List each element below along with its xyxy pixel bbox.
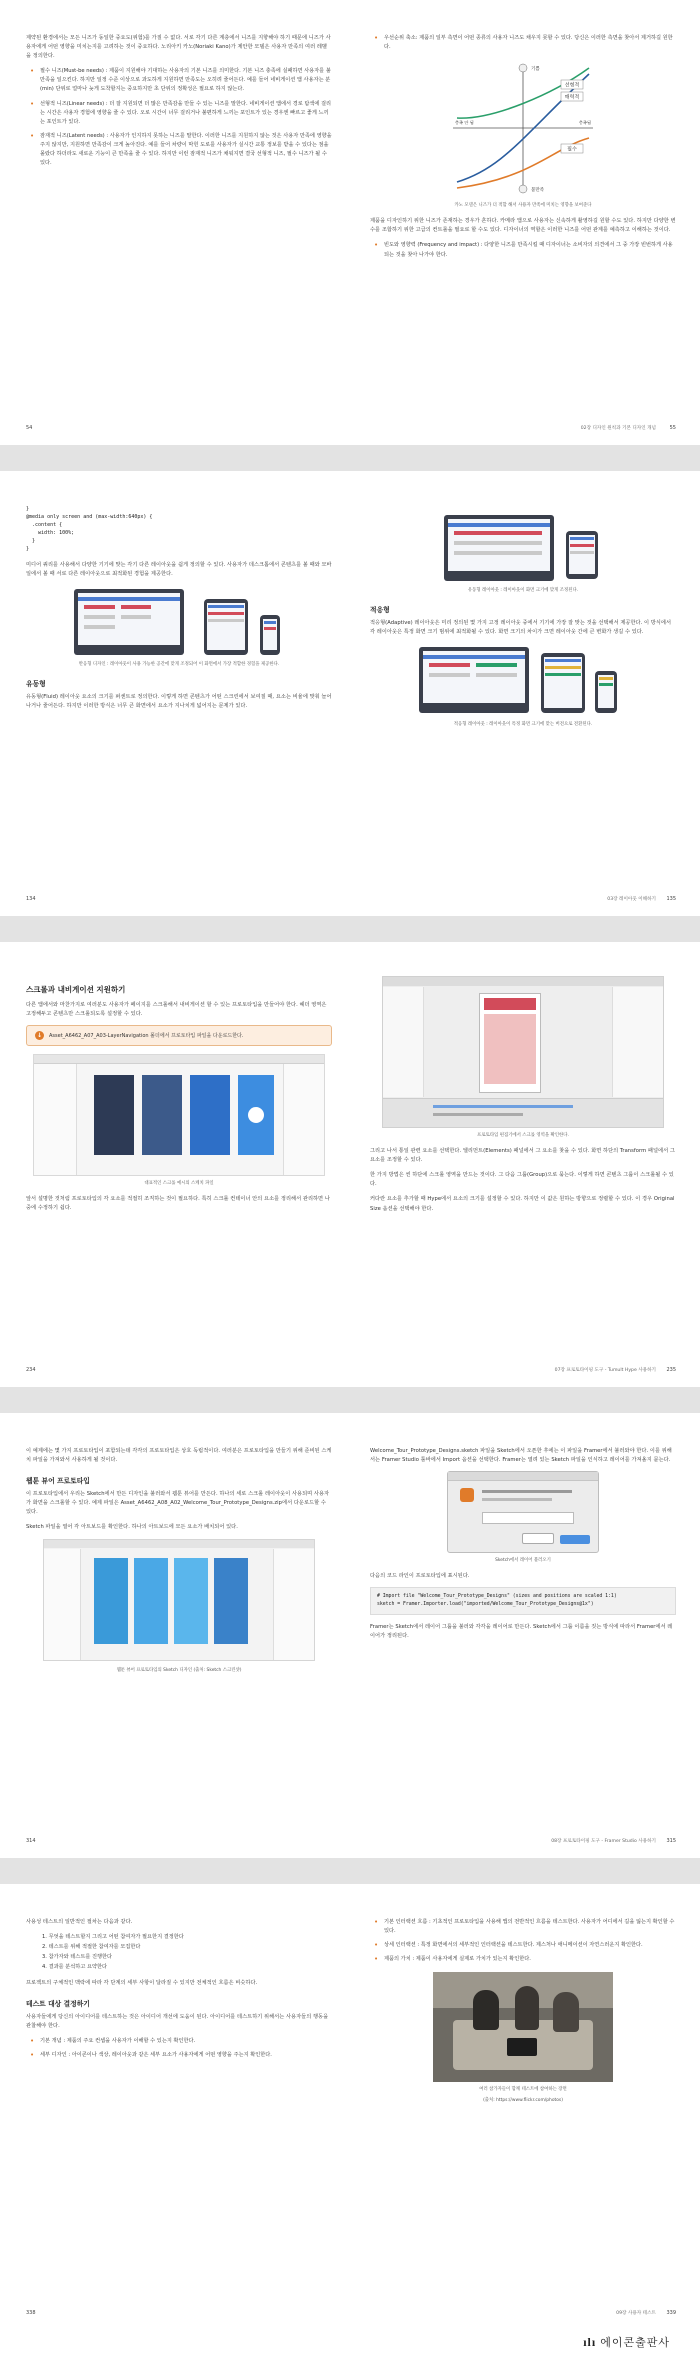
phone-mockup <box>260 615 280 655</box>
page-135 <box>350 471 700 916</box>
download-tip <box>26 1025 332 1046</box>
import-dialog <box>447 1471 599 1553</box>
desktop-mockup <box>74 589 184 655</box>
fluid-figure <box>438 511 608 581</box>
label-right: 충족됨 <box>578 120 591 126</box>
kano-model-diagram <box>443 58 603 198</box>
section-heading: 스크롤과 내비게이션 지원하기 <box>26 985 126 994</box>
page-number: 339 <box>666 2310 676 2316</box>
running-head: 02장 디자인 원칙과 기본 디자인 개념 <box>580 426 656 431</box>
page-number: 235 <box>666 1367 676 1373</box>
download-icon: ↓ <box>36 1032 43 1040</box>
spread-3 <box>0 942 700 1387</box>
paragraph: 사용성 테스트의 일반적인 절차는 다음과 같다. <box>26 1919 133 1925</box>
page-number: 338 <box>26 2310 36 2316</box>
paragraph: Framer는 Sketch에서 레이어 그룹을 불러와 각각을 레이어로 만든다. Sketch에서 그룹 이름을 짓는 방식에 따라서 Framer에서 레이어가 정리된다. <box>370 1623 673 1639</box>
bullet-detail: • 세부 디자인 : 아이콘이나 색상, 레이아웃과 같은 세부 요소가 사용자에게 어떤 영향을 주는지 확인한다. <box>26 2051 332 2060</box>
paragraph: 적응형(Adaptive) 레이아웃은 미리 정의된 몇 가지 고정 레이아웃 중에서 기기에 가장 잘 맞는 것을 선택해서 제공한다. 이 방식에서 각 레이아웃은 특정 화면 크기 범위에 최적화될 수 있다. 화면 크기의 차이가 크면 레이아웃 간에 큰 변화가 생길 수 있다. <box>370 620 672 636</box>
paragraph: 이 프로토타입에서 우리는 Sketch에서 만든 디자인을 불러와서 웹툰 뷰어를 만든다. 하나의 세로 스크롤 레이아웃이 사용되며 사용자가 화면을 스크롤할 수 있다. 예제 파일은 Asset_A6462_A08_A02_Welcome_Tour_Prototype_Designs.zip에서 다운로드할 수 있다. <box>26 1491 330 1516</box>
section-heading: 테스트 대상 결정하기 <box>26 1999 90 2008</box>
paragraph: 유동형(Fluid) 레이아웃 요소의 크기를 퍼센트로 정의한다. 이렇게 하면 콘텐츠가 어떤 스크린에서 보여질 때, 요소는 비율에 맞춰 늘어나거나 줄어든다. 하지만 이러한 방식은 너무 큰 화면에서 요소가 지나치게 넓어지는 문제가 있다. <box>26 694 332 710</box>
sketch-screenshot <box>33 1054 325 1176</box>
bullet-flow: • 기본 인터랙션 흐름 : 기초적인 프로토타입을 사용해 앱의 전반적인 흐름을 테스트한다. 사용자가 어디에서 길을 잃는지 확인할 수 있다. <box>370 1918 676 1936</box>
section-heading: 적응형 <box>370 606 390 615</box>
paragraph: 프로젝트의 구체적인 맥락에 따라 각 단계의 세부 사항이 달라질 수 있지만 전체적인 흐름은 비슷하다. <box>26 1979 258 1986</box>
page-number: 55 <box>669 425 676 431</box>
import-code: # Import file "Welcome_Tour_Prototype_Designs" (sizes and positions are scaled 1:1) sketch = Framer.Importer.load("imported/Welcome_Tour_Prototype_Designs@1x") <box>370 1587 676 1614</box>
label-delighted: 기쁨 <box>531 67 540 73</box>
page-number: 54 <box>26 425 33 431</box>
paragraph: 사용자들에게 당신의 아이디어를 테스트하는 것은 아이디어 개선에 도움이 된다. 아이디어를 테스트하기 위해서는 사용자들의 행동을 관찰해야 한다. <box>26 2013 329 2029</box>
bullet-interaction: • 상세 인터랙션 : 특정 화면에서의 세부적인 인터랙션을 테스트한다. 제스처나 애니메이션이 자연스러운지 확인한다. <box>370 1941 676 1950</box>
kano-caption: 카노 모델은 니즈가 더 적합 해서 사용자 만족에 미치는 영향을 보여준다 <box>454 203 592 209</box>
page-338 <box>0 1884 350 2360</box>
page-54 <box>0 0 350 445</box>
page-134 <box>0 471 350 916</box>
label-must-be: 필수 <box>567 146 577 153</box>
photo-caption: 여러 참가자들이 함께 테스트에 참여하는 장면 <box>479 2087 567 2093</box>
page-235 <box>350 942 700 1387</box>
running-head: 03장 레이아웃 이해하기 <box>607 897 656 902</box>
bullet-reverse: • 우선순위 축소: 제품의 일부 측면이 어떤 종류의 사용자 니즈도 채우지 못할 수 있다. 당신은 이러한 측면을 찾아서 제거하길 원한다. <box>370 34 676 52</box>
paragraph: 앞서 설명한 것처럼 프로토타입의 각 요소를 적절히 조직하는 것이 필요하다. 특히 스크롤 컨테이너 안의 요소를 정리해서 관리하면 나중에 수정하기 쉽다. <box>26 1196 330 1212</box>
bullet-value: • 제품의 가치 : 제품이 사용자에게 실제로 가치가 있는지 확인한다. <box>370 1955 676 1964</box>
step-2: 2. 테스트를 위해 적절한 참여자를 모집한다 <box>42 1943 141 1950</box>
bullet-must-be: • 필수 니즈(Must-be needs) : 제품이 지원해야 기대하는 사용자의 기본 니즈를 의미한다. 기본 니즈 충족에 실패하면 사용자를 불만족을 일으킨다. 하지만 일정 수준 이상으로 과도하게 지원하면 만족도는 오히려 줄어든다. 예를 들어 네비게이션 앱 사용자는 분(min) 단위로 얼마나 늦게 도착할지는 중요하지만 초 단위의 정확성은 필요로 하지 않는다. <box>26 67 332 94</box>
screenshot-caption: 대표적인 스크롤 예시의 스케치 파일 <box>144 1181 214 1187</box>
publisher-mark-icon: ılı <box>583 2335 597 2349</box>
figure-caption: 유동형 레이아웃 : 레이아웃이 화면 크기에 맞게 조정된다. <box>467 588 579 593</box>
bullet-frequency: • 빈도와 영향력 (Frequency and impact) : 다양한 니즈를 만족시킬 때 디자이너는 소비자의 의견에서 그 중 가장 빈번하게 사용되는 것을 찾아 나가야 한다. <box>370 241 676 259</box>
section-heading: 웹툰 뷰어 프로토타입 <box>26 1477 90 1486</box>
phone-mockup <box>595 671 617 713</box>
publisher-logo <box>583 2334 670 2350</box>
paragraph: 이 예제에는 몇 가지 프로토타입이 포함되는데 각각의 프로토타입은 상호 독립적이다. 여러분은 프로토타입을 만들기 위해 준비된 스케치 파일을 가져와서 사용하게 될 것이다. <box>26 1448 332 1464</box>
page-number: 234 <box>26 1367 36 1373</box>
figure-caption: 반응형 디자인 : 레이아웃이 사용 가능한 공간에 맞게 조정되어 이 화면에서 가장 적합한 경험을 제공한다. <box>78 662 280 668</box>
running-head: 07장 프로토타이핑 도구 - Tumult Hype 사용하기 <box>554 1368 656 1373</box>
spread-gap <box>0 445 700 471</box>
bullet-concept: • 기본 개념 : 제품의 주요 컨셉을 사용자가 이해할 수 있는지 확인한다. <box>26 2037 332 2046</box>
page-234 <box>0 942 350 1387</box>
spread-1 <box>0 0 700 445</box>
photo-credit: (출처: https://www.flickr.com/photos) <box>483 2098 563 2104</box>
hype-screenshot <box>382 976 664 1128</box>
paragraph: 제품을 디자인하기 위한 니즈가 존재하는 경우가 흔하다. 카메라 앱으로 사용자는 신속하게 촬영하길 원할 수도 있다. 하지만 다양한 변수를 조합하기 위한 고급의 컨트롤을 필요로 할 수도 있다. 디자이너의 역할은 이러한 니즈를 어떤 관계를 예측하고 이해하는 것이다. <box>370 218 676 234</box>
page-number: 315 <box>666 1838 676 1844</box>
paragraph: 다음의 코드 라인이 프로토타입에 표시된다. <box>370 1573 470 1580</box>
page-339 <box>350 1884 700 2360</box>
label-dissatisfied: 불만족 <box>531 188 545 194</box>
tablet-mockup <box>204 599 248 655</box>
page-number: 135 <box>666 896 676 902</box>
spread-gap <box>0 1858 700 1884</box>
step-1: 1. 무엇을 테스트할지 그리고 어떤 참여자가 필요한지 결정한다 <box>42 1934 184 1941</box>
figure-caption: 적응형 레이아웃 : 레이아웃이 특정 화면 크기에 맞는 버전으로 전환된다. <box>453 722 593 728</box>
running-head: 09장 사용자 테스트 <box>616 2311 656 2316</box>
responsive-figure <box>64 585 294 655</box>
tablet-mockup <box>541 653 585 713</box>
step-3: 3. 참가자와 테스트를 진행한다 <box>42 1953 113 1960</box>
spread-gap <box>0 916 700 942</box>
user-testing-photo <box>433 1972 613 2082</box>
css-code: } @media only screen and (max-width:640px) { .content { width: 100%; } } <box>26 506 153 552</box>
adaptive-figure <box>413 643 633 715</box>
page-number: 134 <box>26 896 36 902</box>
label-attractive: 매력적 <box>564 94 580 101</box>
import-button[interactable] <box>560 1535 590 1544</box>
desktop-mockup <box>419 647 529 713</box>
screenshot-caption: 웹툰 뷰어 프로토타입의 Sketch 디자인 (출처: Sketch 스크린샷) <box>116 1667 242 1673</box>
paragraph: 커다란 요소를 추가할 때 Hype에서 요소의 크기를 설정할 수 있다. 하지만 이 값은 원하는 방향으로 정렬할 수 있다. 이 경우 Original Size 옵션을 선택해야 한다. <box>370 1196 675 1212</box>
paragraph: 미디어 쿼리를 사용해서 다양한 기기에 맞는 각기 다른 레이아웃을 쉽게 정의할 수 있다. 사용자가 데스크톱에서 콘텐츠를 볼 때와 모바일에서 볼 때 서로 다른 레이아웃으로 최적화된 경험을 제공한다. <box>26 562 332 578</box>
desktop-mockup <box>444 515 554 581</box>
section-heading: 유동형 <box>26 680 46 689</box>
spread-gap <box>0 1387 700 1413</box>
spread-4 <box>0 1413 700 1858</box>
paragraph: 다른 앱에서와 마찬가지로 여러분도 사용자가 페이지를 스크롤해서 내비게이션 할 수 있는 프로토타입을 만들어야 한다. 헤더 영역은 고정해두고 콘텐츠만 스크롤되도록 설정할 수 있다. <box>26 1002 327 1018</box>
sketch-screenshot <box>43 1539 315 1661</box>
publisher-name: 에이콘출판사 <box>600 2337 670 2349</box>
running-head: 08장 프로토타이핑 도구 - Framer Studio 사용하기 <box>551 1839 656 1844</box>
paragraph: Welcome_Tour_Prototype_Designs.sketch 파일을 Sketch에서 오픈한 후에는 이 파일을 Framer에서 불러와야 한다. 이를 위해서는 Framer Studio 툴바에서 Import 옵션을 선택한다. Framer는 열려 있는 Sketch 파일을 인식하고 레이어를 가져올지 묻는다. <box>370 1448 672 1464</box>
tablet-mockup <box>566 531 598 579</box>
spread-2 <box>0 471 700 916</box>
tip-text: Asset_A6462_A07_A03-LayerNavigation 폴더에서 프로토타입 파일을 다운로드한다. <box>49 1033 244 1040</box>
page-315 <box>350 1413 700 1858</box>
bullet-latent: • 잠재적 니즈(Latent needs) : 사용자가 인지하지 못하는 니즈를 말한다. 이러한 니즈를 지원하지 않는 것은 사용자 만족에 영향을 주지 않지만, 지원하면 만족감이 크게 높아진다. 예를 들어 차량이 막힌 도로를 사용자가 실시간 교통 정보를 받을 수 있다는 점을 몰랐다 하더라도 새로운 기능이 큰 만족을 줄 수 있다. 하지만 이런 잠재적 니즈가 채워지면 결국 선형적 니즈, 필수 니즈가 될 수 있다. <box>26 132 332 168</box>
bullet-linear: • 선형적 니즈(Linear needs) : 더 잘 지원되면 더 많은 만족감을 만들 수 있는 니즈를 말한다. 네비게이션 앱에서 경로 탐색에 걸리는 시간은 사용자 경험에 영향을 줄 수 있다. 오로 시간이 너무 걸리거나 불편하게 느끼는 포인트가 있는 경우엔 빠르고 좋게 느끼는 포인트가 있다. <box>26 100 332 127</box>
screenshot-caption: 프로토타입 편집기에서 스크롤 영역을 확인한다. <box>477 1133 569 1138</box>
spread-5 <box>0 1884 700 2360</box>
paragraph: 그리고 나서 통일 관련 요소를 선택한다. 엘리먼트(Elements) 패널에서 그 요소를 찾을 수 있다. 화면 하단의 Transform 패널에서 그 요소를 조정할 수 있다. <box>370 1148 675 1164</box>
label-left: 충족 안 됨 <box>455 120 474 126</box>
dialog-caption: Sketch에서 레이어 불러오기 <box>495 1558 551 1564</box>
intro-paragraph: 제약된 환경에서는 모든 니즈가 동일한 중요도(위험)를 가질 수 없다. 서로 각기 다른 계층에서 니즈를 지향해야 하기 때문에 니즈가 사용자에게 어떤 영향을 미치는지를 고려하는 것이 중요하다. 노리아키 카노(Noriaki Kano)가 제안한 모델은 사용자 만족의 여러 레벨을 정의한다. <box>26 35 331 60</box>
page-314 <box>0 1413 350 1858</box>
page-55 <box>350 0 700 445</box>
paragraph: 한 가지 방법은 씬 하단에 스크롤 영역을 만드는 것이다. 그 다음 그룹(Group)으로 묶는다. 이렇게 하면 콘텐츠 그룹이 스크롤될 수 있다. <box>370 1172 674 1188</box>
cancel-button[interactable] <box>522 1533 554 1544</box>
paragraph: Sketch 파일을 열어 각 아트보드를 확인한다. 하나의 아트보드에 모든 요소가 배치되어 있다. <box>26 1524 238 1531</box>
page-number: 314 <box>26 1838 36 1844</box>
label-one-dimensional: 선형적 <box>564 82 580 89</box>
step-4: 4. 결과를 분석하고 요약한다 <box>42 1963 108 1970</box>
